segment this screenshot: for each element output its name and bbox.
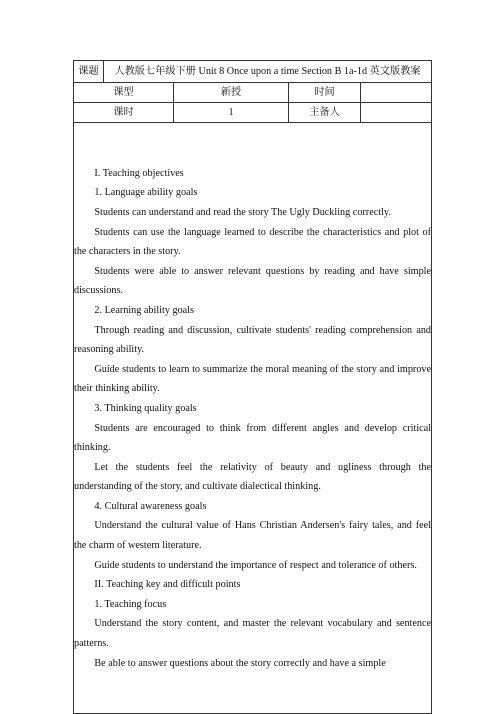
lesson-content bbox=[74, 123, 432, 714]
paragraph: Guide students to learn to summarize the moral meaning of the story and improve their thinking ability. bbox=[74, 363, 432, 395]
type-value: 新授 bbox=[174, 83, 289, 103]
paragraph: Students were able to answer relevant questions by reading and have simple discussions. bbox=[74, 265, 432, 297]
topic-value: 人教版七年级下册 Unit 8 Once upon a time Section B 1a-1d 英文版教案 bbox=[104, 61, 432, 83]
paragraph: I. Teaching objectives bbox=[94, 167, 184, 179]
paragraph: Be able to answer questions about the story correctly and have a simple bbox=[94, 657, 386, 669]
period-label: 课时 bbox=[74, 103, 174, 123]
paragraph: 3. Thinking quality goals bbox=[94, 402, 197, 414]
period-value: 1 bbox=[174, 103, 289, 123]
preparer-label: 主备人 bbox=[289, 103, 361, 123]
type-label: 课型 bbox=[74, 83, 174, 103]
period-row bbox=[74, 103, 432, 123]
paragraph: 4. Cultural awareness goals bbox=[94, 500, 207, 512]
paragraph: Understand the cultural value of Hans Christian Andersen's fairy tales, and feel the charm of western literature. bbox=[74, 520, 432, 552]
paragraph: Understand the story content, and master the relevant vocabulary and sentence patterns. bbox=[74, 618, 432, 650]
time-label: 时间 bbox=[289, 83, 361, 103]
lesson-plan-table bbox=[73, 60, 432, 714]
content-row bbox=[74, 123, 432, 714]
paragraph: Students are encouraged to think from different angles and develop critical thinking. bbox=[74, 422, 432, 454]
paragraph: Let the students feel the relativity of beauty and ugliness through the understanding of the story, and cultivate dialectical thinking. bbox=[74, 461, 432, 493]
time-value bbox=[361, 83, 432, 103]
preparer-value bbox=[361, 103, 432, 123]
paragraph: Through reading and discussion, cultivate students' reading comprehension and reasoning ability. bbox=[74, 324, 432, 356]
paragraph: 1. Teaching focus bbox=[94, 598, 167, 610]
paragraph: Guide students to understand the importance of respect and tolerance of others. bbox=[94, 559, 417, 571]
paragraph: Students can use the language learned to describe the characteristics and plot of the characters in the story. bbox=[74, 226, 432, 258]
paragraph: 2. Learning ability goals bbox=[94, 304, 194, 316]
paragraph: II. Teaching key and difficult points bbox=[94, 579, 241, 591]
paragraph: 1. Language ability goals bbox=[94, 187, 198, 199]
topic-row bbox=[74, 61, 432, 83]
topic-label: 课题 bbox=[74, 61, 104, 83]
type-row bbox=[74, 83, 432, 103]
paragraph: Students can understand and read the story The Ugly Duckling correctly. bbox=[94, 206, 391, 218]
